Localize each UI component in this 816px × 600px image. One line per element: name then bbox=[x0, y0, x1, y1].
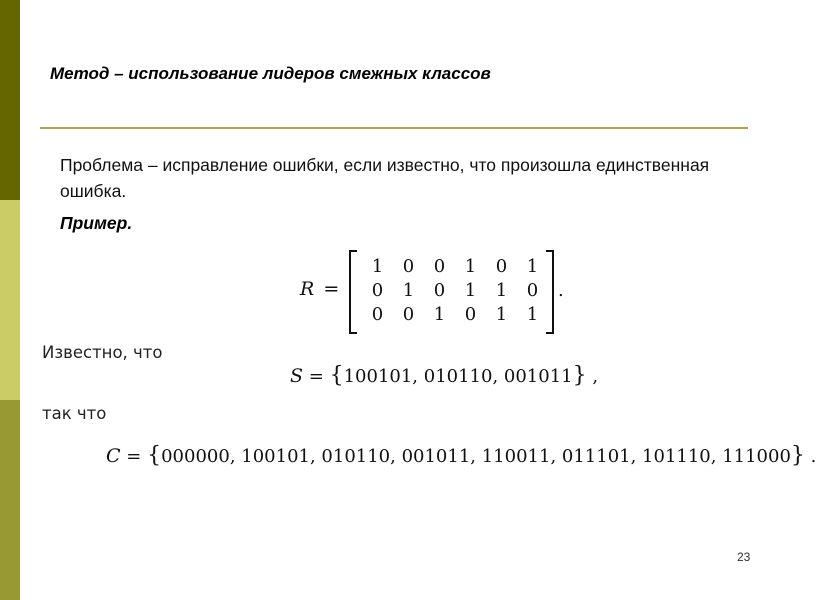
set-c-equals: = bbox=[126, 446, 142, 467]
matrix-cell: 1 bbox=[433, 304, 446, 325]
set-s-close-brace: } bbox=[572, 363, 587, 388]
matrix-row-3 bbox=[362, 304, 548, 325]
matrix-cell: 1 bbox=[526, 256, 539, 277]
matrix-row-1 bbox=[362, 256, 548, 277]
example-label: Пример. bbox=[60, 213, 133, 233]
matrix-cell: 0 bbox=[433, 280, 446, 301]
sidebar-segment-light bbox=[0, 200, 20, 400]
matrix-row-2 bbox=[362, 280, 548, 301]
matrix-cell: 0 bbox=[402, 256, 415, 277]
matrix-cell: 0 bbox=[464, 304, 477, 325]
set-c-open-brace: { bbox=[147, 443, 162, 468]
matrix-equals: = bbox=[323, 278, 340, 300]
sidebar-decoration bbox=[0, 0, 20, 600]
set-c-equation bbox=[106, 443, 816, 468]
set-s-name: S bbox=[290, 365, 304, 387]
matrix-cell: 1 bbox=[402, 280, 415, 301]
set-c-trailing: . bbox=[810, 446, 816, 467]
matrix-cell: 1 bbox=[464, 256, 477, 277]
matrix-cell: 0 bbox=[371, 304, 384, 325]
so-that-label: так что bbox=[42, 404, 107, 423]
matrix-cell: 1 bbox=[371, 256, 384, 277]
matrix-cell: 1 bbox=[495, 280, 508, 301]
title-divider bbox=[40, 127, 748, 129]
set-c-close-brace: } bbox=[790, 443, 805, 468]
set-c-name: C bbox=[106, 445, 121, 467]
matrix-cell: 0 bbox=[433, 256, 446, 277]
matrix-cell: 1 bbox=[526, 304, 539, 325]
matrix-name: R bbox=[300, 278, 315, 300]
page-number: 23 bbox=[737, 550, 751, 564]
matrix-lhs bbox=[300, 278, 339, 300]
slide-title: Метод – использование лидеров смежных классов bbox=[50, 64, 491, 83]
set-c-elements: 000000, 100101, 010110, 001011, 110011, 011101, 101110, 111000 bbox=[161, 446, 791, 467]
matrix-right-bracket bbox=[546, 250, 554, 334]
matrix-cell: 1 bbox=[495, 304, 508, 325]
matrix-cell: 0 bbox=[402, 304, 415, 325]
matrix-trailing-period: . bbox=[558, 280, 564, 301]
set-s-equals: = bbox=[308, 366, 324, 387]
set-s-equation bbox=[290, 363, 598, 388]
problem-text: Проблема – исправление ошибки, если известно, что произошла единственная ошибка. bbox=[60, 155, 710, 201]
matrix-cell: 0 bbox=[526, 280, 539, 301]
set-s-trailing: , bbox=[592, 366, 599, 387]
sidebar-segment-dark bbox=[0, 0, 20, 200]
matrix-cell: 0 bbox=[371, 280, 384, 301]
set-s-elements: 100101, 010110, 001011 bbox=[343, 366, 573, 387]
set-s-open-brace: { bbox=[329, 363, 344, 388]
matrix-cell: 1 bbox=[464, 280, 477, 301]
matrix-left-bracket bbox=[349, 250, 357, 334]
matrix-cell: 0 bbox=[495, 256, 508, 277]
sidebar-segment-mid bbox=[0, 400, 20, 600]
known-that-label: Известно, что bbox=[42, 343, 163, 362]
